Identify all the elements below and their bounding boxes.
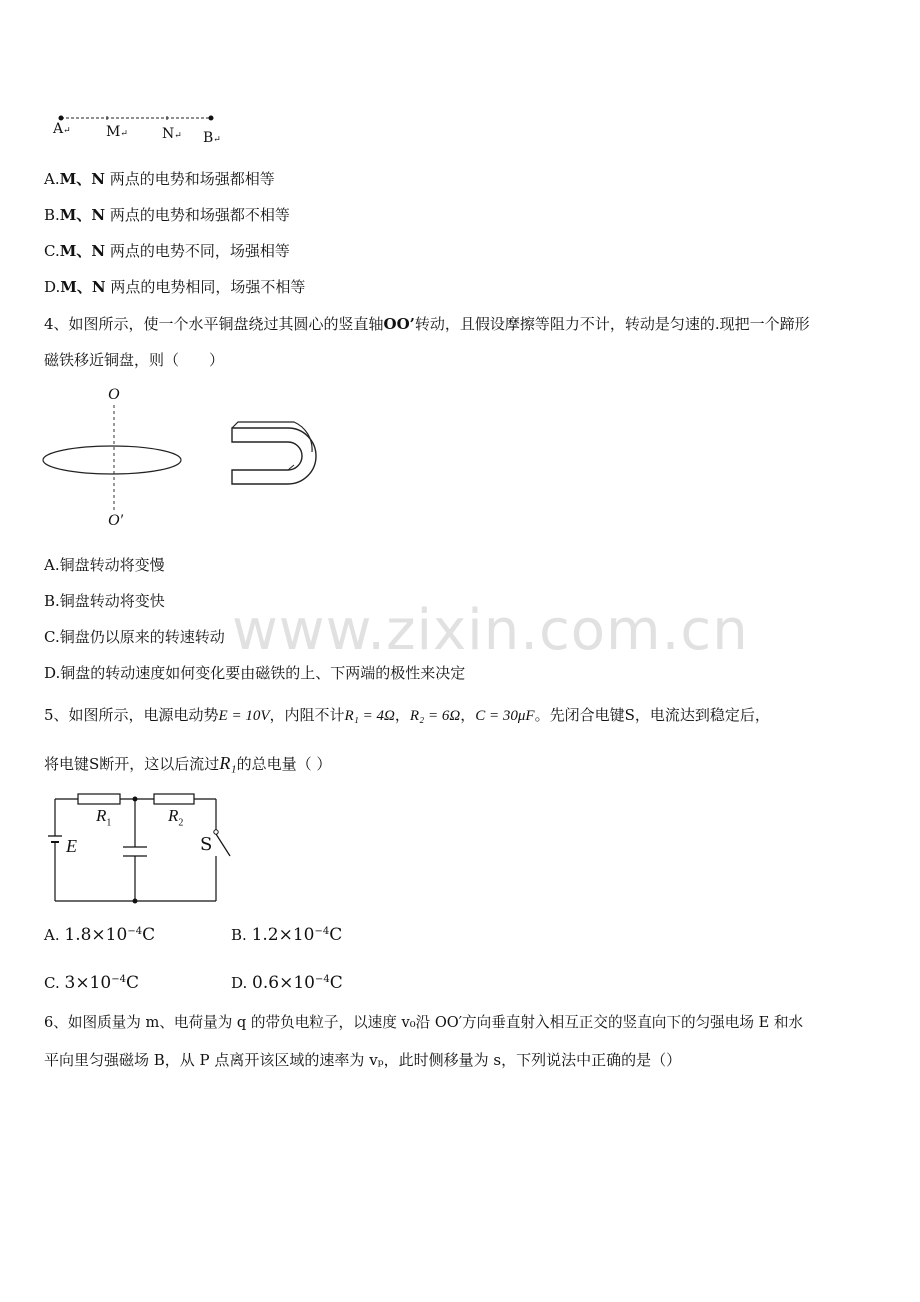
q3-option-a: A.M、N 两点的电势和场强都相等 [44, 170, 275, 188]
q4-option-b: B.铜盘转动将变快 [44, 592, 165, 610]
circuit-r1-label: $R_1$ [96, 806, 112, 829]
q3-option-d: D.M、N 两点的电势相同，场强不相等 [44, 278, 306, 296]
q5-option-b: B. $1.2\times 10^{-4}C$ [231, 925, 343, 945]
q3-option-c: C.M、N 两点的电势不同，场强相等 [44, 242, 290, 260]
axis-bottom-label: O′ [108, 512, 124, 529]
q4-option-c: C.铜盘仍以原来的转速转动 [44, 628, 225, 646]
q3-option-b: B.M、N 两点的电势和场强都不相等 [44, 206, 290, 224]
q6-stem-line1: 6、如图质量为 m、电荷量为 q 的带负电粒子，以速度 v₀沿 OO′方向垂直射入相互正交的竖直向下的匀强电场 E 和水 [44, 1014, 804, 1031]
copper-disc-diagram [40, 385, 330, 535]
q6-stem-line2: 平向里匀强磁场 B，从 P 点离开该区域的速率为 vₚ，此时侧移量为 s，下列说法中正确的是（） [44, 1051, 682, 1069]
q5-option-d: D. $0.6\times 10^{-4}C$ [231, 973, 343, 993]
q5-option-a: A. $1.8\times 10^{-4}C$ [44, 925, 156, 945]
label-n: N↵ [162, 126, 182, 142]
label-b: B↵ [203, 130, 221, 146]
label-m: M↵ [106, 124, 128, 140]
q5-option-c: C. $3\times 10^{-4}C$ [44, 973, 139, 993]
q4-option-a: A.铜盘转动将变慢 [44, 556, 165, 574]
circuit-e-label: E [66, 836, 77, 856]
axis-top-label: O [108, 386, 120, 403]
q4-stem-line1: 4、如图所示，使一个水平铜盘绕过其圆心的竖直轴OO’转动，且假设摩擦等阻力不计，转动是匀速的.现把一个蹄形 [44, 315, 810, 333]
q5-stem-line2: 将电键S断开，这以后流过R₁的总电量（ ） [44, 753, 332, 773]
label-a: A↵ [53, 121, 71, 137]
circuit-r2-label: $R_2$ [168, 806, 184, 829]
q5-stem-line1: 5、如图所示，电源电动势E = 10V，内阻不计R₁ = 4Ω，R₂ = 6Ω，C = 30μF。先闭合电键S，电流达到稳定后， [44, 706, 770, 724]
circuit-s-label: S [200, 834, 213, 855]
q4-option-d: D.铜盘的转动速度如何变化要由磁铁的上、下两端的极性来决定 [44, 664, 466, 682]
watermark: www.zixin.com.cn [232, 598, 749, 663]
q4-stem-line2: 磁铁移近铜盘，则（ ） [44, 351, 225, 369]
